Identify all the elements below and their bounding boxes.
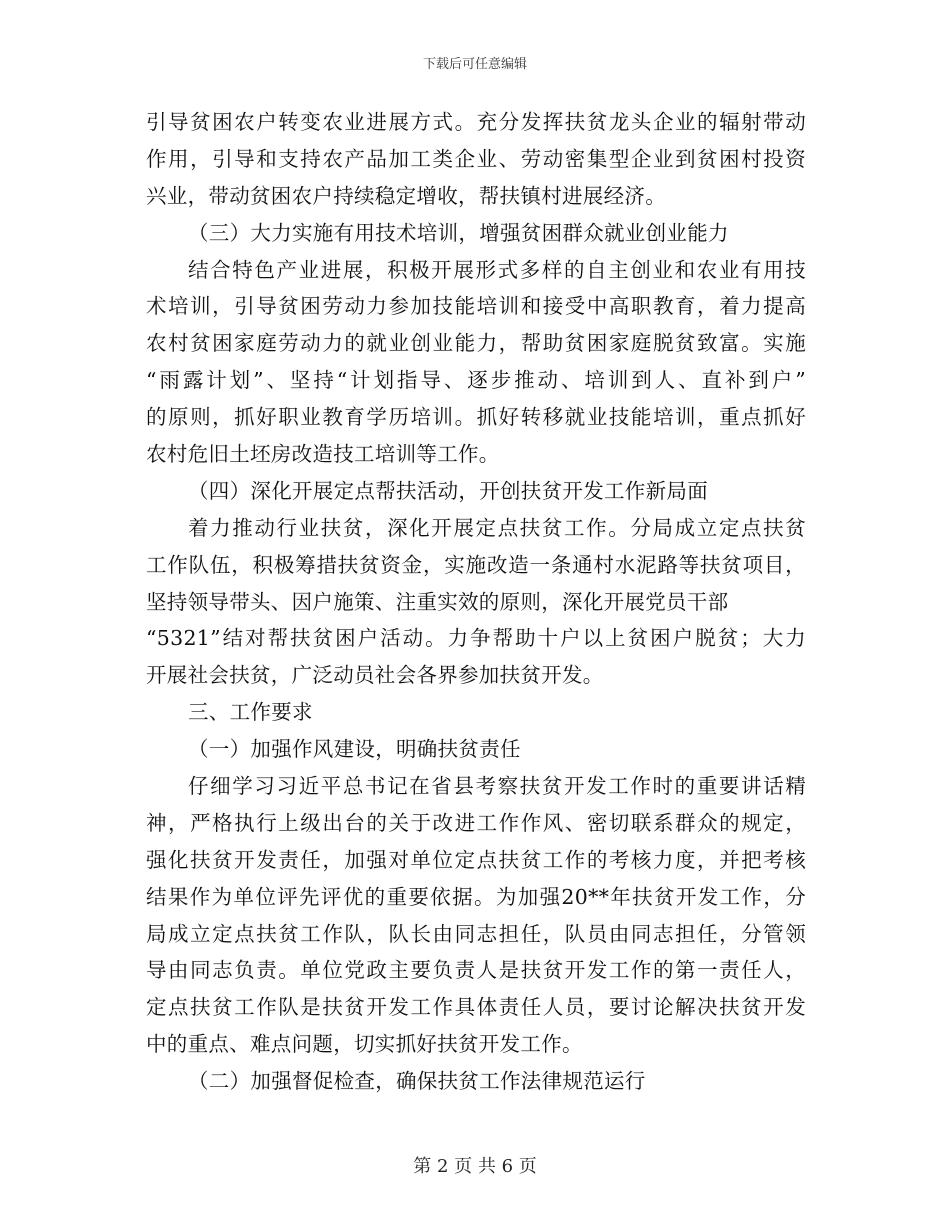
document-body [146, 104, 806, 1100]
body-line: 神，严格执行上级出台的关于改进工作作风、密切联系群众的规定， [146, 810, 806, 835]
body-line: 局成立定点扶贫工作队，队长由同志担任，队员由同志担任，分管领 [146, 921, 806, 946]
chapter-heading: 三、工作要求 [188, 700, 313, 725]
body-line: 兴业，带动贫困农户持续稳定增收，帮扶镇村进展经济。 [146, 183, 666, 208]
body-line: 的原则，抓好职业教育学历培训。抓好转移就业技能培训，重点抓好 [146, 405, 806, 430]
body-line: 导由同志负责。单位党政主要负责人是扶贫开发工作的第一责任人， [146, 958, 806, 983]
section-heading: （四）深化开展定点帮扶活动，开创扶贫开发工作新局面 [188, 478, 708, 503]
body-line: 结合特色产业进展，积极开展形式多样的自主创业和农业有用技 [188, 257, 806, 282]
body-line: 开展社会扶贫，广泛动员社会各界参加扶贫开发。 [146, 663, 604, 688]
section-heading: （二）加强督促检查，确保扶贫工作法律规范运行 [188, 1069, 646, 1094]
body-line: 引导贫困农户转变农业进展方式。充分发挥扶贫龙头企业的辐射带动 [146, 110, 806, 134]
body-line: 术培训，引导贫困劳动力参加技能培训和接受中高职教育，着力提高 [146, 294, 806, 319]
body-line: 中的重点、难点问题，切实抓好扶贫开发工作。 [146, 1032, 583, 1057]
body-line: 着力推动行业扶贫，深化开展定点扶贫工作。分局成立定点扶贫 [188, 515, 806, 540]
body-line: “雨露计划”、坚持“计划指导、逐步推动、培训到人、直补到户” [146, 368, 806, 393]
body-line: 坚持领导带头、因户施策、注重实效的原则，深化开展党员干部 [146, 589, 729, 614]
body-line: 作用，引导和支持农产品加工类企业、劳动密集型企业到贫困村投资 [146, 146, 806, 171]
body-line: 农村危旧土坯房改造技工培训等工作。 [146, 442, 500, 467]
section-heading: （一）加强作风建设，明确扶贫责任 [188, 737, 521, 762]
body-line: “5321”结对帮扶贫困户活动。力争帮助十户以上贫困户脱贫；大力 [146, 626, 806, 651]
body-line: 定点扶贫工作队是扶贫开发工作具体责任人员，要讨论解决扶贫开发 [146, 995, 806, 1020]
page-number: 第 2 页 共 6 页 [413, 1156, 537, 1177]
body-line: 强化扶贫开发责任，加强对单位定点扶贫工作的考核力度，并把考核 [146, 847, 806, 872]
body-line: 农村贫困家庭劳动力的就业创业能力，帮助贫困家庭脱贫致富。实施 [146, 331, 806, 356]
body-line: 工作队伍，积极筹措扶贫资金，实施改造一条通村水泥路等扶贫项目， [146, 552, 806, 577]
section-heading: （三）大力实施有用技术培训，增强贫困群众就业创业能力 [188, 220, 729, 245]
body-line: 结果作为单位评先评优的重要依据。为加强20**年扶贫开发工作，分 [146, 884, 806, 909]
page-header-note: 下载后可任意编辑 [422, 57, 527, 72]
body-line: 仔细学习习近平总书记在省县考察扶贫开发工作时的重要讲话精 [188, 774, 806, 799]
